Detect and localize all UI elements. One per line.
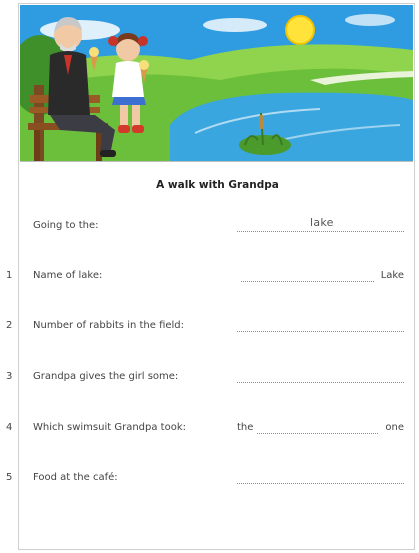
answer-suffix: Lake	[380, 270, 404, 281]
example-row	[0, 216, 419, 236]
question-row	[0, 320, 419, 336]
answer-field[interactable]	[237, 422, 404, 436]
dotted-line	[241, 281, 374, 282]
dotted-line	[237, 382, 404, 383]
question-row	[0, 422, 419, 438]
answer-prefix: the	[237, 422, 254, 433]
question-row	[0, 270, 419, 286]
question-number: 5	[6, 472, 13, 483]
answer-field[interactable]	[237, 320, 404, 334]
question-number: 1	[6, 270, 13, 281]
question-text: Name of lake:	[33, 270, 103, 281]
question-number: 3	[6, 371, 13, 382]
page-title: A walk with Grandpa	[156, 179, 279, 191]
dotted-line	[237, 231, 404, 232]
answer-field[interactable]	[237, 371, 404, 385]
question-text: Number of rabbits in the field:	[33, 320, 185, 331]
handwritten-answer: lake	[310, 216, 334, 229]
question-text: Which swimsuit Grandpa took:	[33, 422, 186, 433]
question-row	[0, 371, 419, 387]
answer-field[interactable]	[241, 270, 404, 284]
question-text: Going to the:	[33, 220, 99, 231]
sun-icon	[286, 16, 314, 44]
question-row	[0, 472, 419, 488]
answer-field[interactable]	[237, 472, 404, 486]
question-text: Grandpa gives the girl some:	[33, 371, 179, 382]
question-number: 4	[6, 422, 13, 433]
illustration	[20, 5, 413, 162]
question-number: 2	[6, 320, 13, 331]
dotted-line	[257, 433, 378, 434]
question-text: Food at the café:	[33, 472, 118, 483]
park-scene-image	[20, 5, 413, 161]
dotted-line	[237, 483, 404, 484]
answer-suffix: one	[385, 422, 404, 433]
dotted-line	[237, 331, 404, 332]
answer-field[interactable]	[237, 216, 404, 234]
